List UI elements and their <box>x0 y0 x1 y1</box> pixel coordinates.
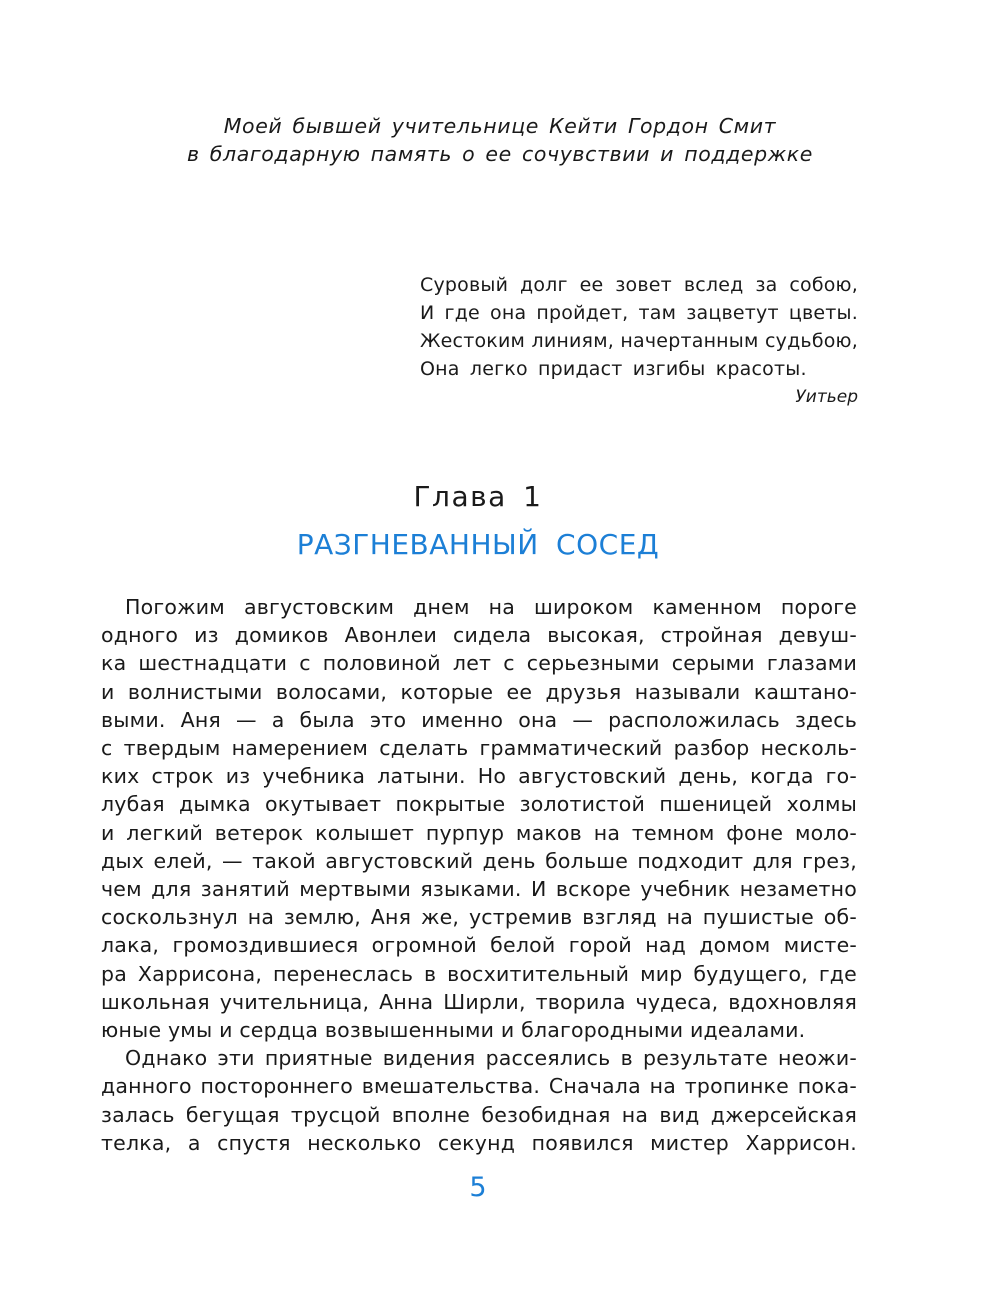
epigraph-author: Уитьер <box>795 387 858 407</box>
dedication-line: Моей бывшей учительнице Кейти Гордон Смит <box>223 114 777 138</box>
body-line: соскользнул на землю, Аня же, устремив взгляд на пушистые об- <box>101 905 857 930</box>
dedication <box>0 112 1000 168</box>
body-line: чем для занятий мертвыми языками. И вскоре учебник незаметно <box>101 877 857 902</box>
body-line: юные умы и сердца возвышенными и благородными идеалами. <box>101 1018 806 1043</box>
chapter-title: РАЗГНЕВАННЫЙ СОСЕД <box>296 528 660 561</box>
dedication-line: в благодарную память о ее сочувствии и поддержке <box>187 142 813 166</box>
epigraph <box>420 271 858 409</box>
body-line: выми. Аня — а была это именно она — расположилась здесь <box>101 707 857 732</box>
body-line: данного постороннего вмешательства. Сначала на тропинке пока- <box>101 1074 857 1099</box>
chapter-label: Глава 1 <box>413 480 543 513</box>
body-line: дых елей, — такой августовский день больше подходит для грез, <box>101 848 857 873</box>
body-line: и легкий ветерок колышет пурпур маков на темном фоне моло- <box>101 820 857 845</box>
body-line: ка шестнадцати с половиной лет с серьезными серыми глазами <box>101 651 857 676</box>
body-line: Погожим августовским днем на широком каменном пороге <box>125 595 857 619</box>
epigraph-line: И где она пройдет, там зацветут цветы. <box>420 302 858 324</box>
body-line: с твердым намерением сделать грамматический разбор несколь- <box>101 736 857 761</box>
body-line: и волнистыми волосами, которые ее друзья называли каштано- <box>101 679 857 704</box>
page-number: 5 <box>469 1172 487 1203</box>
chapter-body <box>101 593 857 1157</box>
epigraph-line: Жестоким линиям, начертанным судьбою, <box>420 330 858 352</box>
body-line: ких строк из учебника латыни. Но августовский день, когда го- <box>101 764 857 789</box>
body-line: Однако эти приятные видения рассеялись в результате неожи- <box>125 1046 857 1071</box>
body-line: залась бегущая трусцой вполне безобидная на вид джерсейская <box>101 1102 857 1127</box>
epigraph-line: Она легко придаст изгибы красоты. <box>420 358 807 380</box>
body-line: лака, громоздившиеся огромной белой горой над домом мисте- <box>101 933 857 958</box>
epigraph-line: Суровый долг ее зовет вслед за собою, <box>420 274 858 296</box>
body-line: телка, а спустя несколько секунд появился мистер Харрисон. <box>101 1130 857 1155</box>
body-line: одного из домиков Авонлеи сидела высокая, стройная девуш- <box>101 623 857 648</box>
body-line: школьная учительница, Анна Ширли, творила чудеса, вдохновляя <box>101 989 857 1014</box>
body-line: ра Харрисона, перенеслась в восхитительный мир будущего, где <box>101 961 857 986</box>
body-line: лубая дымка окутывает покрытые золотистой пшеницей холмы <box>101 792 857 817</box>
